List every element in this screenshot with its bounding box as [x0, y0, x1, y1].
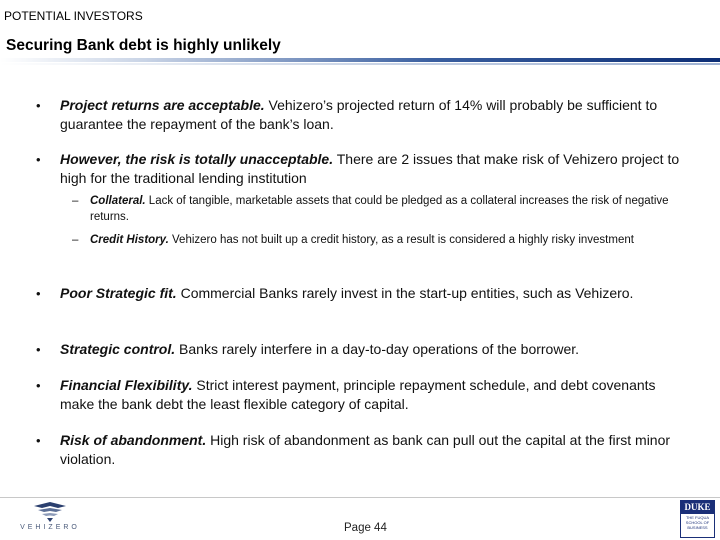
- bullet-lead: Poor Strategic fit.: [60, 285, 177, 301]
- bullet-lead: Project returns are acceptable.: [60, 97, 265, 113]
- sub-bullet-body: Lack of tangible, marketable assets that could be pledged as a collateral increases the risk of negative returns.: [90, 195, 669, 223]
- bullet-marker: •: [36, 342, 41, 357]
- bullet-marker: •: [36, 286, 41, 301]
- bullet-marker: •: [36, 433, 41, 448]
- sub-bullet-lead: Collateral.: [90, 195, 146, 207]
- footer-divider: [0, 497, 720, 498]
- bullet-text: [60, 284, 680, 303]
- bullet-text: [60, 431, 680, 469]
- bullet-text: [60, 96, 680, 134]
- sub-bullet-text: [90, 232, 682, 248]
- bullet-body: Vehizero’s projected return of 14% will probably be sufficient to guarantee the repayment of the bank’s loan.: [60, 97, 658, 132]
- bullet-text: [60, 150, 680, 188]
- sub-bullet-text: [90, 193, 682, 225]
- title-divider: [0, 58, 720, 62]
- bullet-marker: •: [36, 378, 41, 393]
- bullet-marker: •: [36, 98, 41, 113]
- slide-title: Securing Bank debt is highly unlikely: [6, 37, 281, 54]
- bullet-text: [60, 340, 680, 359]
- vehizero-wordmark: VEHIZERO: [20, 524, 80, 531]
- bullet-lead: Strategic control.: [60, 341, 176, 357]
- bullet-marker: •: [36, 152, 41, 167]
- duke-logo-subtitle: THE FUQUA SCHOOL OF BUSINESS: [685, 515, 710, 530]
- bullet-body: Banks rarely interfere in a day-to-day operations of the borrower.: [175, 341, 580, 357]
- sub-bullet-marker: –: [72, 195, 79, 207]
- duke-logo: [680, 500, 715, 538]
- bullet-text: [60, 376, 680, 414]
- vehizero-emblem-icon: [14, 500, 86, 524]
- section-label: POTENTIAL INVESTORS: [4, 9, 143, 23]
- bullet-lead: However, the risk is totally unacceptable.: [60, 151, 334, 167]
- bullet-body: Commercial Banks rarely invest in the start-up entities, such as Vehizero.: [176, 285, 634, 301]
- bullet-lead: Risk of abandonment.: [60, 432, 207, 448]
- page-number: Page 44: [344, 522, 387, 534]
- sub-bullet-body: Vehizero has not built up a credit history, as a result is considered a highly risky investment: [168, 234, 634, 246]
- bullet-body: High risk of abandonment as bank can pull out the capital at the first minor violation.: [60, 432, 671, 467]
- duke-logo-wordmark: DUKE: [681, 501, 714, 514]
- bullet-body: Strict interest payment, principle repayment schedule, and debt covenants make the bank debt the least flexible category of capital.: [60, 377, 656, 412]
- sub-bullet-marker: –: [72, 234, 79, 246]
- sub-bullet-lead: Credit History.: [90, 234, 169, 246]
- bullet-body: There are 2 issues that make risk of Vehizero project to high for the traditional lending institution: [60, 151, 680, 186]
- vehizero-logo: [14, 500, 86, 536]
- title-divider-shadow: [0, 63, 720, 65]
- bullet-lead: Financial Flexibility.: [60, 377, 193, 393]
